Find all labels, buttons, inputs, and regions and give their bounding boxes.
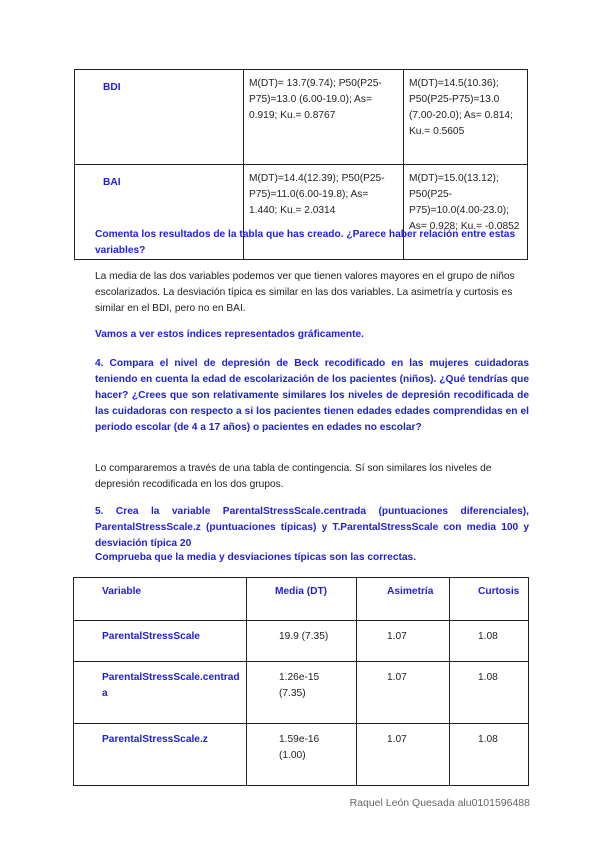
table-cell: M(DT)=15.0(13.12); P50(P25-P75)=10.0(4.00-23.0); As= 0.928; Ku.= -0.0852 [404,165,528,260]
table-cell: 1.26e-15 (7.35) [247,662,357,724]
table-cell: 19.9 (7.35) [247,621,357,662]
column-header: Media (DT) [247,578,357,621]
question-5-check: Comprueba que la media y desviaciones típicas son las correctas. [95,552,417,563]
table-row [74,621,529,662]
table-cell: 1.07 [357,724,450,786]
table-cell: 1.08 [450,621,529,662]
table-cell: ParentalStressScale.centrada [74,662,247,724]
table-cell: ParentalStressScale.z [74,724,247,786]
table-cell: M(DT)= 13.7(9.74); P50(P25-P75)=13.0 (6.00-19.0); As= 0.919; Ku.= 0.8767 [244,70,404,165]
table-row [75,70,528,165]
column-header: Curtosis [450,578,529,621]
table-header-row [74,578,529,621]
table-row [74,724,529,786]
table-row [74,662,529,724]
table-cell: 1.59e-16 (1.00) [247,724,357,786]
page-footer: Raquel León Quesada alu0101596488 [349,797,530,809]
column-header: Variable [74,578,247,621]
question-5: 5. Crea la variable ParentalStressScale.centrada (puntuaciones diferenciales), ParentalStressScale.z (puntuaciones típicas) y T.ParentalStressScale con media 100 y desviación típica 20 [95,506,529,549]
row-label-bai: BAI [75,165,244,260]
question-comenta: Comenta los resultados de la tabla que has creado. ¿Parece haber relación entre estas variables? [95,229,516,256]
vamos-text: Vamos a ver estos índices representados gráficamente. [95,329,364,340]
column-header: Asimetría [357,578,450,621]
parental-stress-table [73,577,529,786]
table-cell: 1.07 [357,662,450,724]
table-cell: ParentalStressScale [74,621,247,662]
table-cell: 1.08 [450,724,529,786]
table-cell: M(DT)=14.4(12.39); P50(P25-P75)=11.0(6.00-19.8); As= 1.440; Ku.= 2.0314 [244,165,404,260]
table-cell: 1.07 [357,621,450,662]
answer-4: Lo compararemos a través de una tabla de contingencia. Sí son similares los niveles de depresión recodificada en los dos grupos. [95,463,492,490]
answer-comenta: La media de las dos variables podemos ver que tienen valores mayores en el grupo de niños escolarizados. La desviación típica es similar en las dos variables. La asimetría y curtosis es similar en el BDI, pero no en BAI. [95,271,515,314]
table-cell: 1.08 [450,662,529,724]
table-cell: M(DT)=14.5(10.36); P50(P25-P75)=13.0 (7.00-20.0); As= 0.814; Ku.= 0.5605 [404,70,528,165]
row-label-bdi: BDI [75,70,244,165]
question-4: 4. Compara el nivel de depresión de Beck recodificado en las mujeres cuidadoras teniendo en cuenta la edad de escolarización de los pacientes (niños). ¿Qué tendrías que hacer? ¿Crees que son relativamente similares los niveles de depresión recodificada de las cuidadoras con respecto a si los pacientes tienen edades edades comprendidas en el periodo escolar (de 4 a 17 años) o pacientes en edades no escolar? [95,358,529,433]
